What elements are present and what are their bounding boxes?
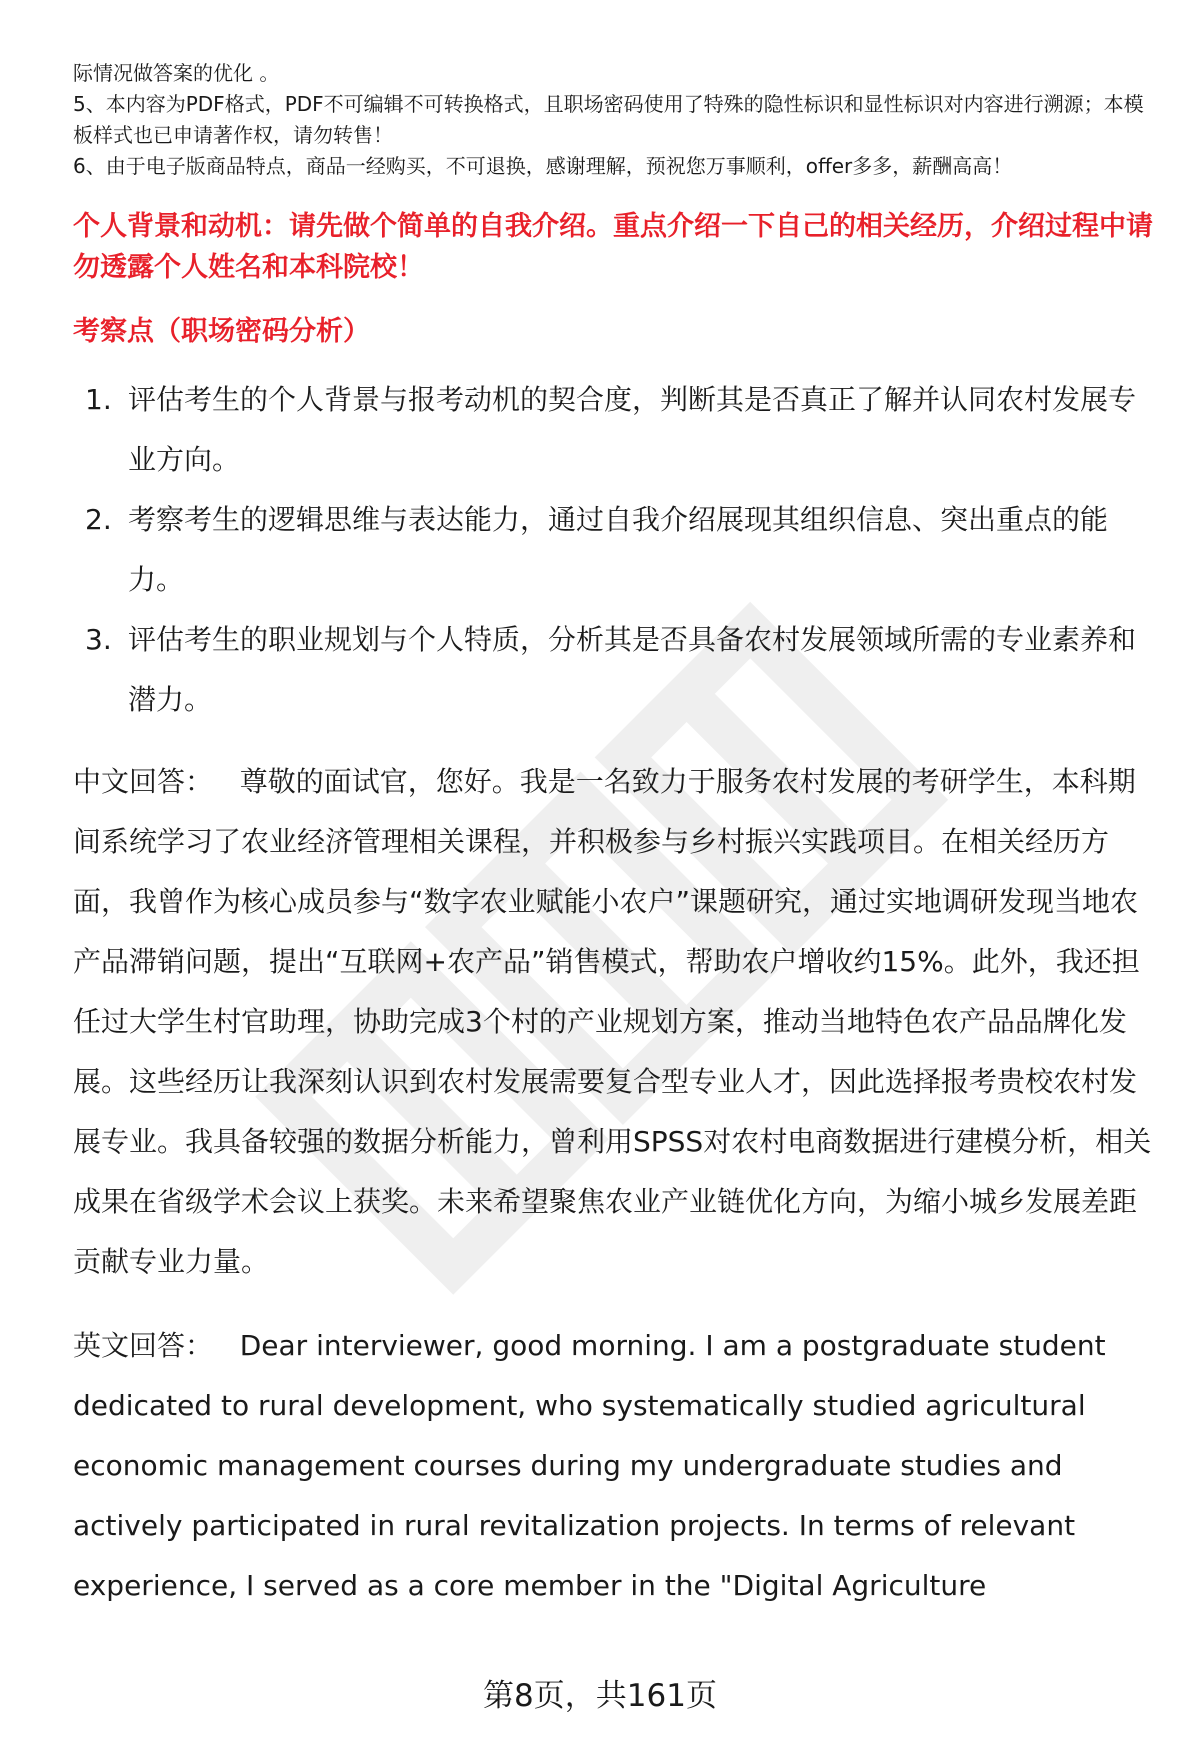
section-title: 考察点（职场密码分析） [73,316,370,347]
english-answer-text: Dear interviewer, good morning. I am a postgraduate student dedicated to rural development, who systematically studied agricultural economic management courses during my undergraduate studies and actively participated in rural revitalization projects. In terms of relevant experience, I served as a core member in the "Digital Agriculture [73,1329,1106,1602]
english-answer-label: 英文回答： [73,1329,214,1362]
chinese-answer-text: 尊敬的面试官，您好。我是一名致力于服务农村发展的考研学生，本科期间系统学习了农业经济管理相关课程，并积极参与乡村振兴实践项目。在相关经历方面，我曾作为核心成员参与“数字农业赋能小农户”课题研究，通过实地调研发现当地农产品滞销问题，提出“互联网+农产品”销售模式，帮助农户增收约15%。此外，我还担任过大学生村官助理，协助完成3个村的产业规划方案，推动当地特色农产品品牌化发展。这些经历让我深刻认识到农村发展需要复合型专业人才，因此选择报考贵校农村发展专业。我具备较强的数据分析能力，曾利用SPSS对农村电商数据进行建模分析，相关成果在省级学术会议上获奖。未来希望聚焦农业产业链优化方向，为缩小城乡发展差距贡献专业力量。 [73,765,1152,1278]
list-item-text: 评估考生的职业规划与个人特质，分析其是否具备农村发展领域所需的专业素养和潜力。 [128,623,1137,716]
list-item-number: 3. [85,623,112,656]
chinese-answer [73,752,1158,1292]
note-line-3: 6、由于电子版商品特点，商品一经购买，不可退换，感谢理解，预祝您万事顺利，offer多多，薪酬高高！ [73,154,1013,178]
document-page [73,58,1158,1616]
list-item [73,610,1158,730]
chinese-answer-label: 中文回答： [73,765,214,798]
list-item-text: 考察考生的逻辑思维与表达能力，通过自我介绍展现其组织信息、突出重点的能力。 [128,503,1109,596]
english-answer [73,1316,1158,1616]
note-line-2: 5、本内容为PDF格式，PDF不可编辑不可转换格式，且职场密码使用了特殊的隐性标识和显性标识对内容进行溯源；本模板样式也已申请著作权，请勿转售！ [73,92,1144,147]
list-item [73,490,1158,610]
page-number: 第8页，共161页 [483,1678,717,1714]
assessment-points-list [73,370,1158,730]
list-item-text: 评估考生的个人背景与报考动机的契合度，判断其是否真正了解并认同农村发展专业方向。 [128,383,1137,476]
list-item [73,370,1158,490]
note-line-1: 际情况做答案的优化 。 [73,61,280,85]
list-item-number: 2. [85,503,112,536]
list-item-number: 1. [85,383,112,416]
interview-question: 个人背景和动机：请先做个简单的自我介绍。重点介绍一下自己的相关经历，介绍过程中请勿透露个人姓名和本科院校！ [73,211,1153,283]
